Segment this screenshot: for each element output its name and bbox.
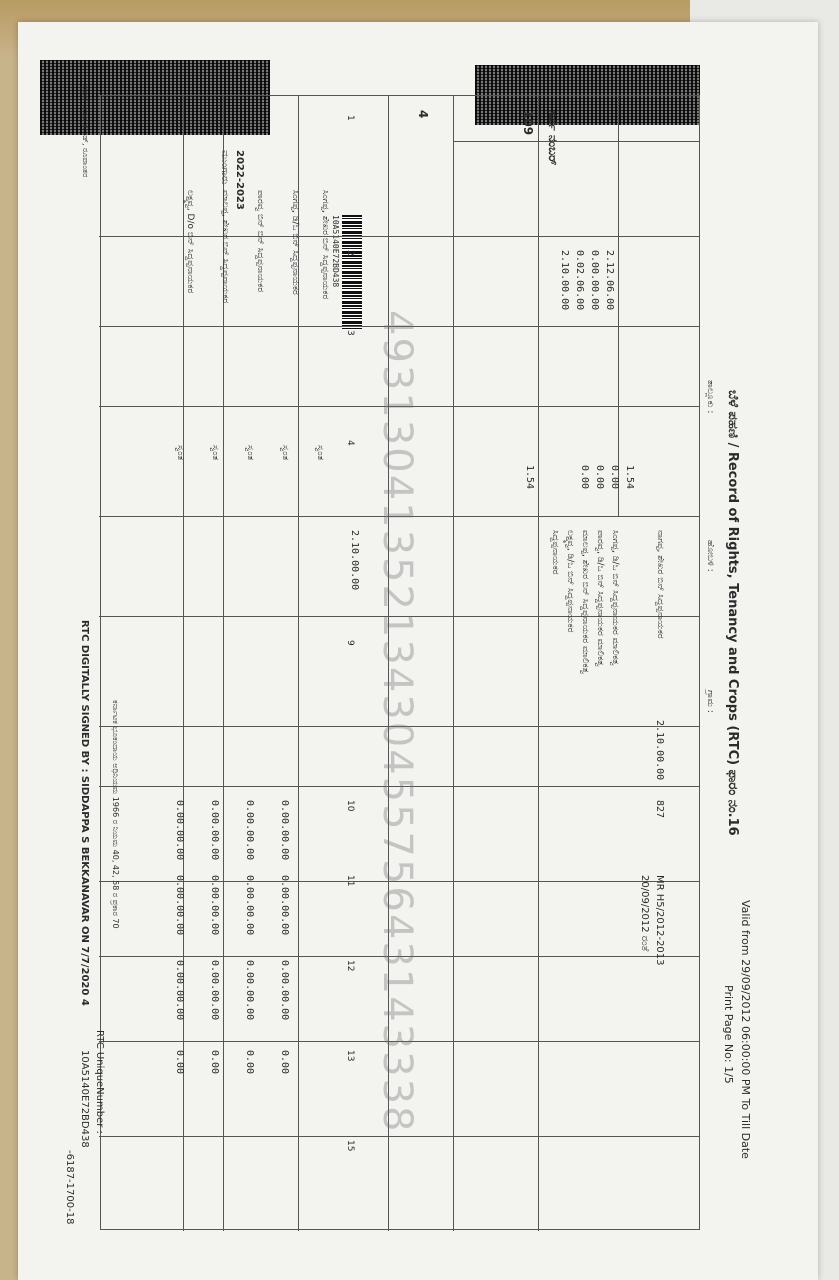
zero-cell: 0.00 <box>244 1050 255 1075</box>
mr-date: 20/09/2012 ರಂತೆ <box>639 875 650 952</box>
zero-cell: 0.00 <box>174 1050 185 1075</box>
owner-row: ಸಿದ್ದಪ್ಪನಾಯಕರ <box>550 530 560 575</box>
survey-number: 109 <box>521 110 535 136</box>
owner-area: 2.10.00.00 <box>654 720 665 781</box>
total-assessment: 1.54 <box>524 465 535 490</box>
assessment-3: 0.00 <box>594 465 605 490</box>
kharab-a: 0.00.00.00 <box>589 250 600 311</box>
unique-number-label: RTC UniqueNumber : <box>94 1030 105 1134</box>
col-number: 4 <box>345 440 355 446</box>
crop-area: 2.10.00.00 <box>349 530 360 591</box>
signed-by: RTC DIGITALLY SIGNED BY : SIDDAPPA S BEKKANAVAR ON 7/7/2020 4 <box>79 620 90 1006</box>
zero-cell: 0.00.00.00 <box>244 800 255 861</box>
col-number: 2 <box>345 250 355 256</box>
crop-season: ಮುಂಗಾರು <box>219 150 230 185</box>
print-page-label: Print Page No: 1/5 <box>722 985 735 1084</box>
zero-cell: 0.00 <box>209 1050 220 1075</box>
rtc-barcode-number: 10A5140E72BD438 <box>331 215 340 288</box>
zero-cell: 0.00.00.00 <box>244 960 255 1021</box>
rule <box>618 96 619 516</box>
mr-reference: MR H5/2012-2013 <box>654 875 665 966</box>
crop-name: ಸ್ವಂತ <box>175 445 185 461</box>
zero-cell: 0.00.00.00 <box>209 960 220 1021</box>
zero-cell: 0.00.00.00 <box>174 960 185 1021</box>
col-number: 3 <box>345 330 355 336</box>
hissa-number: 4 <box>416 110 430 119</box>
rule <box>99 1136 699 1137</box>
owner-row: ಮಾಲಪ್ಪ, ಶೇಖರ ಬಿನ್ ಸಿದ್ದಪ್ಪನಾಯಕರ ಮಾಲಿಕತ್ವ <box>580 530 590 674</box>
legal-note: ಕರ್ನಾಟಕ ಭೂಕಂದಾಯ ಅಧಿನಿಯಮ 1966 ರ ನಿಯಮ 40, 42, 58 ರ ಪ್ರಕಾರ 70 <box>111 700 120 929</box>
crop-name: ಸ್ವಂತ <box>210 445 220 461</box>
sign-line: ಪಹಣಿ ಆಧಾರ ಕೋಡ್, ರೂಪಾಂತರ <box>81 85 90 178</box>
col-number: 15 <box>345 1140 355 1152</box>
zero-cell: 0.00.00.00 <box>174 800 185 861</box>
col-number: 13 <box>345 1050 355 1062</box>
unique-ref: -6187-1700-18 <box>64 1150 75 1225</box>
assessment-4: 0.00 <box>579 465 590 490</box>
crop-row: ಪಾರವ್ವ ಬಿನ್ ಬಿನ್ ಸಿದ್ದಪ್ಪನಾಯಕರ <box>255 190 265 293</box>
owner-row: ಸಿಂಗಪ್ಪ, ಡಿ/ಒ ಬಿನ್ ಸಿದ್ದಪ್ಪನಾಯಕರ ಮಾಲಿಕತ್ವ <box>610 530 620 666</box>
col-number: 1 <box>345 115 355 121</box>
crop-row: ಸಿಂಗಪ್ಪ, ಶೇಖರ ಬಿನ್ ಸಿದ್ದಪ್ಪನಾಯಕರ <box>320 190 330 300</box>
rule <box>538 516 539 1231</box>
zero-cell: 0.00.00.00 <box>174 875 185 936</box>
valid-from-label: Valid from 29/09/2012 06:00:00 PM To Till Date <box>739 900 752 1159</box>
zero-cell: 0.00.00.00 <box>209 875 220 936</box>
crop-year: 2022-2023 <box>234 150 245 210</box>
document-title: ಬೆಳೆ ಪಹಣಿ / Record of Rights, Tenancy and Crops (RTC) ಫಾರಂ ನಂ.16 <box>725 390 740 836</box>
zero-cell: 0.00 <box>279 1050 290 1075</box>
crop-name: ಸ್ವಂತ <box>245 445 255 461</box>
zero-cell: 0.00.00.00 <box>209 800 220 861</box>
khata-number: 827 <box>654 800 665 819</box>
col-number: 11 <box>345 875 355 887</box>
rule <box>538 96 539 516</box>
rule <box>454 141 699 142</box>
rotated-document <box>60 0 760 1240</box>
assessment-2: 0.00 <box>609 465 620 490</box>
kharab-b: 0.02.06.00 <box>574 250 585 311</box>
zero-cell: 0.00.00.00 <box>279 800 290 861</box>
zero-cell: 0.00.00.00 <box>244 875 255 936</box>
col-number: 9 <box>345 640 355 646</box>
owner-row: ಲಕ್ಷ್ಮವ್ವ, ಡಿ/ಒ ಬಿನ್ ಸಿದ್ದಪ್ಪನಾಯಕರ <box>565 530 575 633</box>
crop-name: ಸ್ವಂತ <box>315 445 325 461</box>
cultivable-area: 2.10.00.00 <box>559 250 570 311</box>
watermark-number: 493130413521343045575643143338 <box>374 310 420 1134</box>
village-label: ಗ್ರಾಮ : <box>705 690 715 713</box>
col-number: 10 <box>345 800 355 812</box>
col-number: 12 <box>345 960 355 972</box>
survey-number-label: ಸರ್ವೆ ನಂಬರ್ <box>546 110 560 166</box>
assessment-1: 1.54 <box>624 465 635 490</box>
hobli-label: ಹೋಬಳಿ : <box>705 540 715 572</box>
total-area: 2.12.06.00 <box>604 250 615 311</box>
crop-row: ಮಾಲಪ್ಪ, ಶೇಖರ ಬಿನ್ ಸಿದ್ದಪ್ಪನಾಯಕರ <box>220 190 230 304</box>
crop-row: ಸಿಂಗಪ್ಪ, ಡಿ/ಒ ಬಿನ್ ಸಿದ್ದಪ್ಪನಾಯಕರ <box>290 190 300 295</box>
rule <box>453 96 454 1231</box>
taluk-label: ತಾಲ್ಲೂಕು : <box>705 380 715 414</box>
crop-row: ಲಕ್ಷ್ಮವ್ವ, D/o ಬಿನ್ ಸಿದ್ದಪ್ಪನಾಯಕರ <box>185 190 195 294</box>
zero-cell: 0.00.00.00 <box>279 960 290 1021</box>
unique-number: 10A5140E72BD438 <box>79 1050 90 1148</box>
owner-row: ಪಾರವ್ವ, ಡಿ/ಒ ಬಿನ್ ಸಿದ್ದಪ್ಪನಾಯಕರ ಮಾಲಿಕತ್ವ <box>595 530 605 667</box>
zero-cell: 0.00.00.00 <box>279 875 290 936</box>
owner-row: ನಾಗಪ್ಪ, ಶೇಖರ ಬಿನ್ ಸಿದ್ದಪ್ಪನಾಯಕರ <box>655 530 665 639</box>
crop-name: ಸ್ವಂತ <box>280 445 290 461</box>
